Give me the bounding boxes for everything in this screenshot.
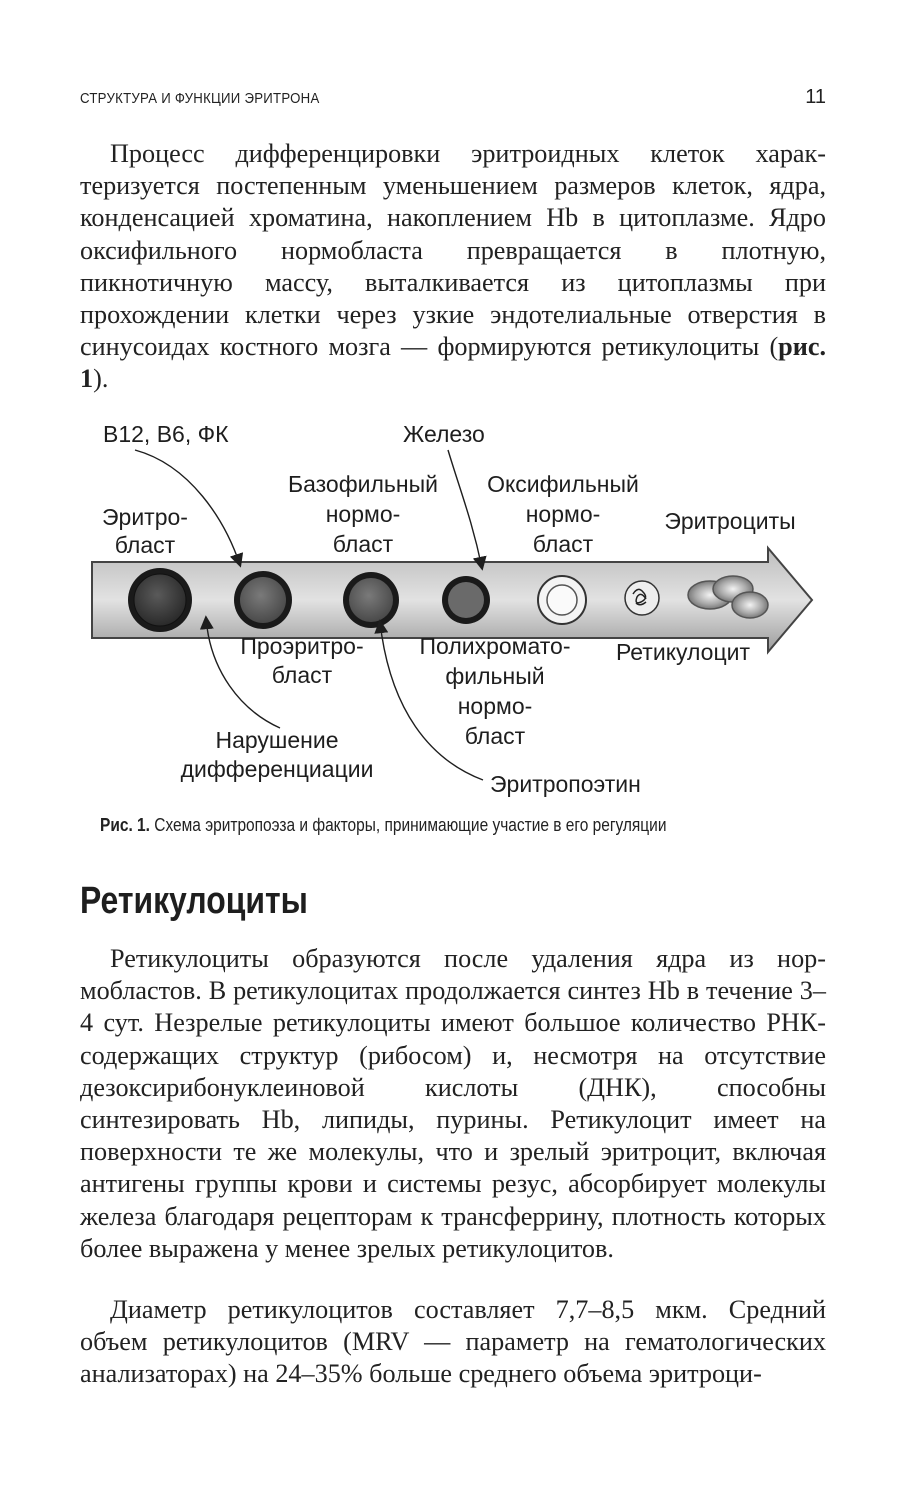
label-vitamins: B12, B6, ФК (103, 421, 229, 447)
paragraph-end: ). (93, 364, 109, 394)
erythropoiesis-figure (80, 410, 826, 810)
label-oxyphilic-line1: Оксифильный (487, 471, 639, 497)
label-erythropoietin: Эритропоэтин (490, 771, 641, 797)
page-number: 11 (805, 86, 826, 108)
label-erythroblast-line2: бласт (114, 532, 176, 558)
label-differentiation-line1: Нарушение (215, 727, 339, 753)
label-reticulocyte: Ретикулоцит (615, 639, 751, 665)
label-erythrocytes: Эритроциты (664, 508, 796, 534)
erythropoiesis-diagram (80, 410, 826, 810)
erythroblast-cell (128, 568, 192, 632)
label-oxyphilic-line3: бласт (532, 531, 594, 557)
label-differentiation-line2: дифференциации (180, 756, 374, 782)
polychromatophilic-normoblast-cell (442, 576, 490, 624)
reticulocyte-cell (625, 581, 659, 615)
figure-reference[interactable]: рис. 1 (80, 332, 826, 394)
caption-label: Рис. 1. (100, 815, 150, 835)
label-polychromatophilic-line1: Полихромато- (419, 633, 571, 659)
proerythroblast-cell (234, 571, 292, 629)
label-basophilic-line3: бласт (332, 531, 394, 557)
label-erythroblast-line1: Эритро- (102, 504, 188, 530)
running-head: СТРУКТУРА И ФУНКЦИИ ЭРИТРОНА (80, 90, 320, 107)
label-proerythroblast-line1: Проэритро- (240, 633, 364, 659)
oxyphilic-normoblast-cell (538, 576, 586, 624)
label-basophilic-line1: Базофильный (288, 471, 438, 497)
paragraph-reticulocytes: Ретикулоциты образуются после удаления ядра из нормобластов. В ретикулоцитах продолжается синтез Hb в течение 3–4 сут. Незрелые ретикулоциты имеют большое количество РНК-содержащих структур (рибосом) и, несмотря на отсутствие дезоксирибонуклеиновой кислоты (ДНК), способны синтезировать Hb, липиды, пурины. Ретикулоцит имеет на поверхности те же молекулы, что и зрелый эритроцит, включая антигены группы крови и системы резус, абсорбирует молекулы железа благодаря рецепторам к трансферрину, плотность которых более выражена у менее зрелых ретикулоцитов. (80, 944, 826, 1263)
label-basophilic-line2: нормо- (325, 501, 401, 527)
caption-text: Схема эритропоэза и факторы, принимающие участие в его регуляции (154, 815, 667, 835)
label-oxyphilic-line2: нормо- (525, 501, 601, 527)
label-proerythroblast-line2: бласт (271, 662, 333, 688)
label-polychromatophilic-line3: нормо- (457, 693, 533, 719)
label-polychromatophilic-line4: бласт (464, 723, 526, 749)
section-heading: Ретикулоциты (80, 880, 308, 922)
label-polychromatophilic-line2: фильный (445, 663, 545, 689)
basophilic-normoblast-cell (343, 572, 399, 628)
iron-arrow (448, 450, 482, 568)
label-iron: Железо (403, 421, 485, 447)
paragraph-text: Процесс дифференцировки эритроидных клеток характеризуется постепенным уменьшением размеров клеток, ядра, конденсацией хроматина, накоплением Hb в цитоплазме. Ядро оксифильного нормобласта превращается в плотную, пикнотичную массу, выталкивается из цитоплазмы при прохождении клетки через узкие эндотелиальные отверстия в синусоидах костного мозга — формируются ретикулоциты ( (80, 139, 826, 362)
figure-caption (100, 815, 754, 836)
paragraph-diameter: Диаметр ретикулоцитов составляет 7,7–8,5 мкм. Средний объем ретикулоцитов (MRV — параметр на гематологических анализаторах) на 24–35% больше среднего объема эритроци- (80, 1295, 826, 1389)
paragraph-differentiation (80, 138, 826, 396)
